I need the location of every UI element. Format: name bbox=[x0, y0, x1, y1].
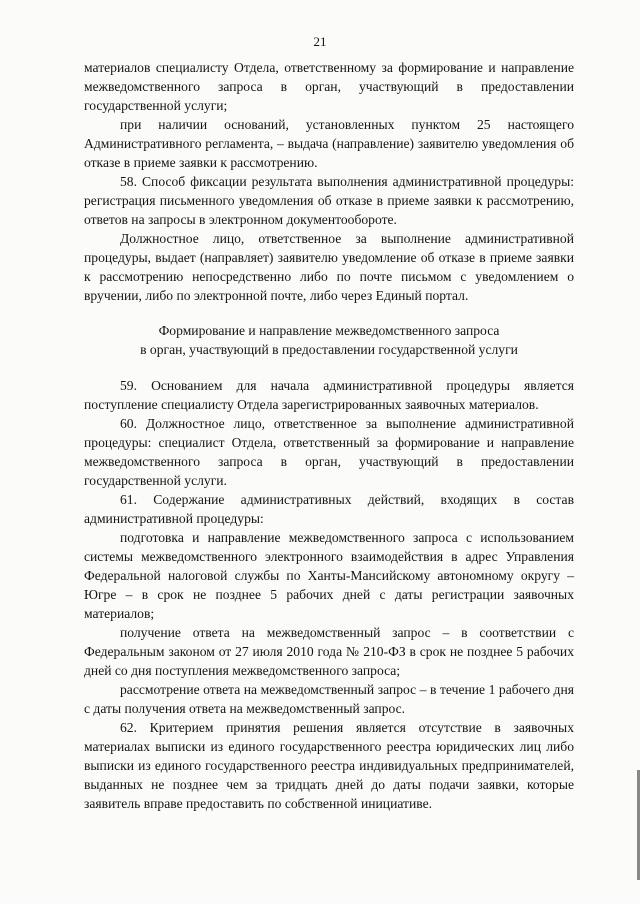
document-body bbox=[84, 58, 574, 813]
paragraph-item-60: 60. Должностное лицо, ответственное за выполнение административной процедуры: специалист Отдела, ответственный за формирование и направление межведомственного запроса в орган, участвующий в предоставлении государственной услуги. bbox=[84, 416, 574, 488]
paragraph-item-59: 59. Основанием для начала административной процедуры является поступление специалисту Отдела зарегистрированных заявочных материалов. bbox=[84, 378, 574, 412]
paragraph: рассмотрение ответа на межведомственный запрос – в течение 1 рабочего дня с даты получения ответа на межведомственный запрос. bbox=[84, 682, 574, 716]
paragraph: при наличии оснований, установленных пунктом 25 настоящего Административного регламента, – выдача (направление) заявителю уведомления об отказе в приеме заявки к рассмотрению. bbox=[84, 117, 574, 170]
paragraph-item-61: 61. Содержание административных действий, входящих в состав административной процедуры: bbox=[84, 492, 574, 526]
section-heading-line-1: Формирование и направление межведомственного запроса bbox=[158, 323, 500, 338]
paragraph-item-58: 58. Способ фиксации результата выполнения административной процедуры: регистрация письменного уведомления об отказе в приеме заявки к рассмотрению, ответов на запросы в электронном документообороте. bbox=[84, 174, 574, 227]
paragraph-item-62: 62. Критерием принятия решения является отсутствие в заявочных материалах выписки из единого государственного реестра юридических лиц либо выписки из единого государственного реестра индивидуальных предпринимателей, выданных не позднее чем за тридцать дней до даты подачи заявки, которые заявитель вправе предоставить по собственной инициативе. bbox=[84, 720, 574, 811]
paragraph: Должностное лицо, ответственное за выполнение административной процедуры, выдает (направляет) заявителю уведомление об отказе в приеме заявки к рассмотрению непосредственно либо по почте письмом с уведомлением о вручении, либо по электронной почте, либо через Единый портал. bbox=[84, 231, 574, 303]
paragraph: подготовка и направление межведомственного запроса с использованием системы межведомственного электронного взаимодействия в адрес Управления Федеральной налоговой службы по Ханты-Мансийскому автономному округу – Югре – в срок не позднее 5 рабочих дней с даты регистрации заявочных материалов; bbox=[84, 530, 574, 621]
paragraph: получение ответа на межведомственный запрос – в соответствии с Федеральным законом от 27 июля 2010 года № 210-ФЗ в срок не позднее 5 рабочих дней со дня поступления межведомственного запроса; bbox=[84, 625, 574, 678]
section-heading bbox=[84, 321, 574, 359]
paragraph-continuation: материалов специалисту Отдела, ответственному за формирование и направление межведомственного запроса в орган, участвующий в предоставлении государственной услуги; bbox=[84, 60, 574, 113]
section-heading-line-2: в орган, участвующий в предоставлении государственной услуги bbox=[140, 342, 518, 357]
page-number: 21 bbox=[313, 34, 327, 49]
